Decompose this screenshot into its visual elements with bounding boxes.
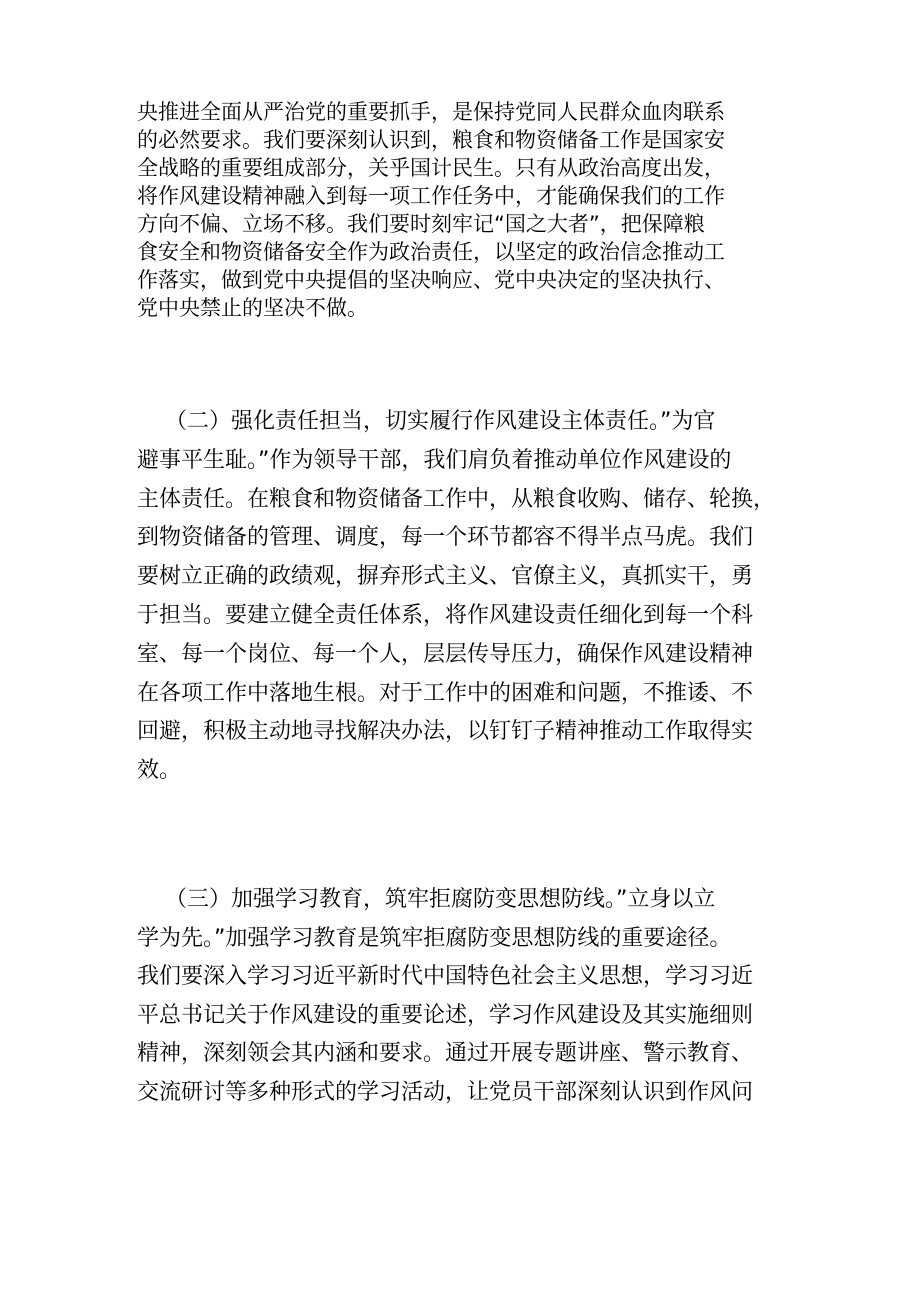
text-line: 食安全和物资储备安全作为政治责任，以坚定的政治信念推动工 [137,240,725,264]
paragraph-2 [137,403,787,791]
text-line: 回避，积极主动地寻找解决办法，以钉钉子精神推动工作取得实 [137,719,754,745]
text-line: 学为先。”加强学习教育是筑牢拒腐防变思想防线的重要途径。 [137,925,732,951]
text-line: 精神，深刻领会其内涵和要求。通过开展专题讲座、警示教育、 [137,1041,754,1067]
text-line: 效。 [137,758,182,784]
text-line: 主体责任。在粮食和物资储备工作中，从粮食收购、储存、轮换， [137,486,776,512]
text-line: 避事平生耻。”作为领导干部，我们肩负着推动单位作风建设的 [137,447,732,473]
text-line: 交流研讨等多种形式的学习活动，让党员干部深刻认识到作风问 [137,1079,754,1105]
text-line: 我们要深入学习习近平新时代中国特色社会主义思想，学习习近 [137,964,754,990]
text-line: 将作风建设精神融入到每一项工作任务中，才能确保我们的工作 [137,184,725,208]
text-line: 到物资储备的管理、调度，每一个环节都容不得半点马虎。我们 [137,525,754,551]
paragraph-3 [137,881,787,1113]
text-line: （三）加强学习教育，筑牢拒腐防变思想防线。”立身以立 [137,887,716,912]
text-line: 平总书记关于作风建设的重要论述，学习作风建设及其实施细则 [137,1002,754,1028]
text-line: 于担当。要建立健全责任体系，将作风建设责任细化到每一个科 [137,602,754,628]
text-line: 党中央禁止的坚决不做。 [137,296,368,320]
text-line: 作落实，做到党中央提倡的坚决响应、党中央决定的坚决执行、 [137,268,725,292]
text-line: 央推进全面从严治党的重要抓手，是保持党同人民群众血肉联系 [137,100,725,124]
text-line: 在各项工作中落地生根。对于工作中的困难和问题，不推诿、不 [137,680,754,706]
text-line: 的必然要求。我们要深刻认识到，粮食和物资储备工作是国家安 [137,128,725,152]
text-line: 全战略的重要组成部分，关乎国计民生。只有从政治高度出发， [137,156,725,180]
paragraph-1 [137,98,787,322]
text-line: 方向不偏、立场不移。我们要时刻牢记“国之大者”，把保障粮 [137,212,705,236]
text-line: 要树立正确的政绩观，摒弃形式主义、官僚主义，真抓实干，勇 [137,564,754,590]
text-line: 室、每一个岗位、每一个人，层层传导压力，确保作风建设精神 [137,641,754,667]
text-line: （二）强化责任担当，切实履行作风建设主体责任。”为官 [137,409,716,434]
